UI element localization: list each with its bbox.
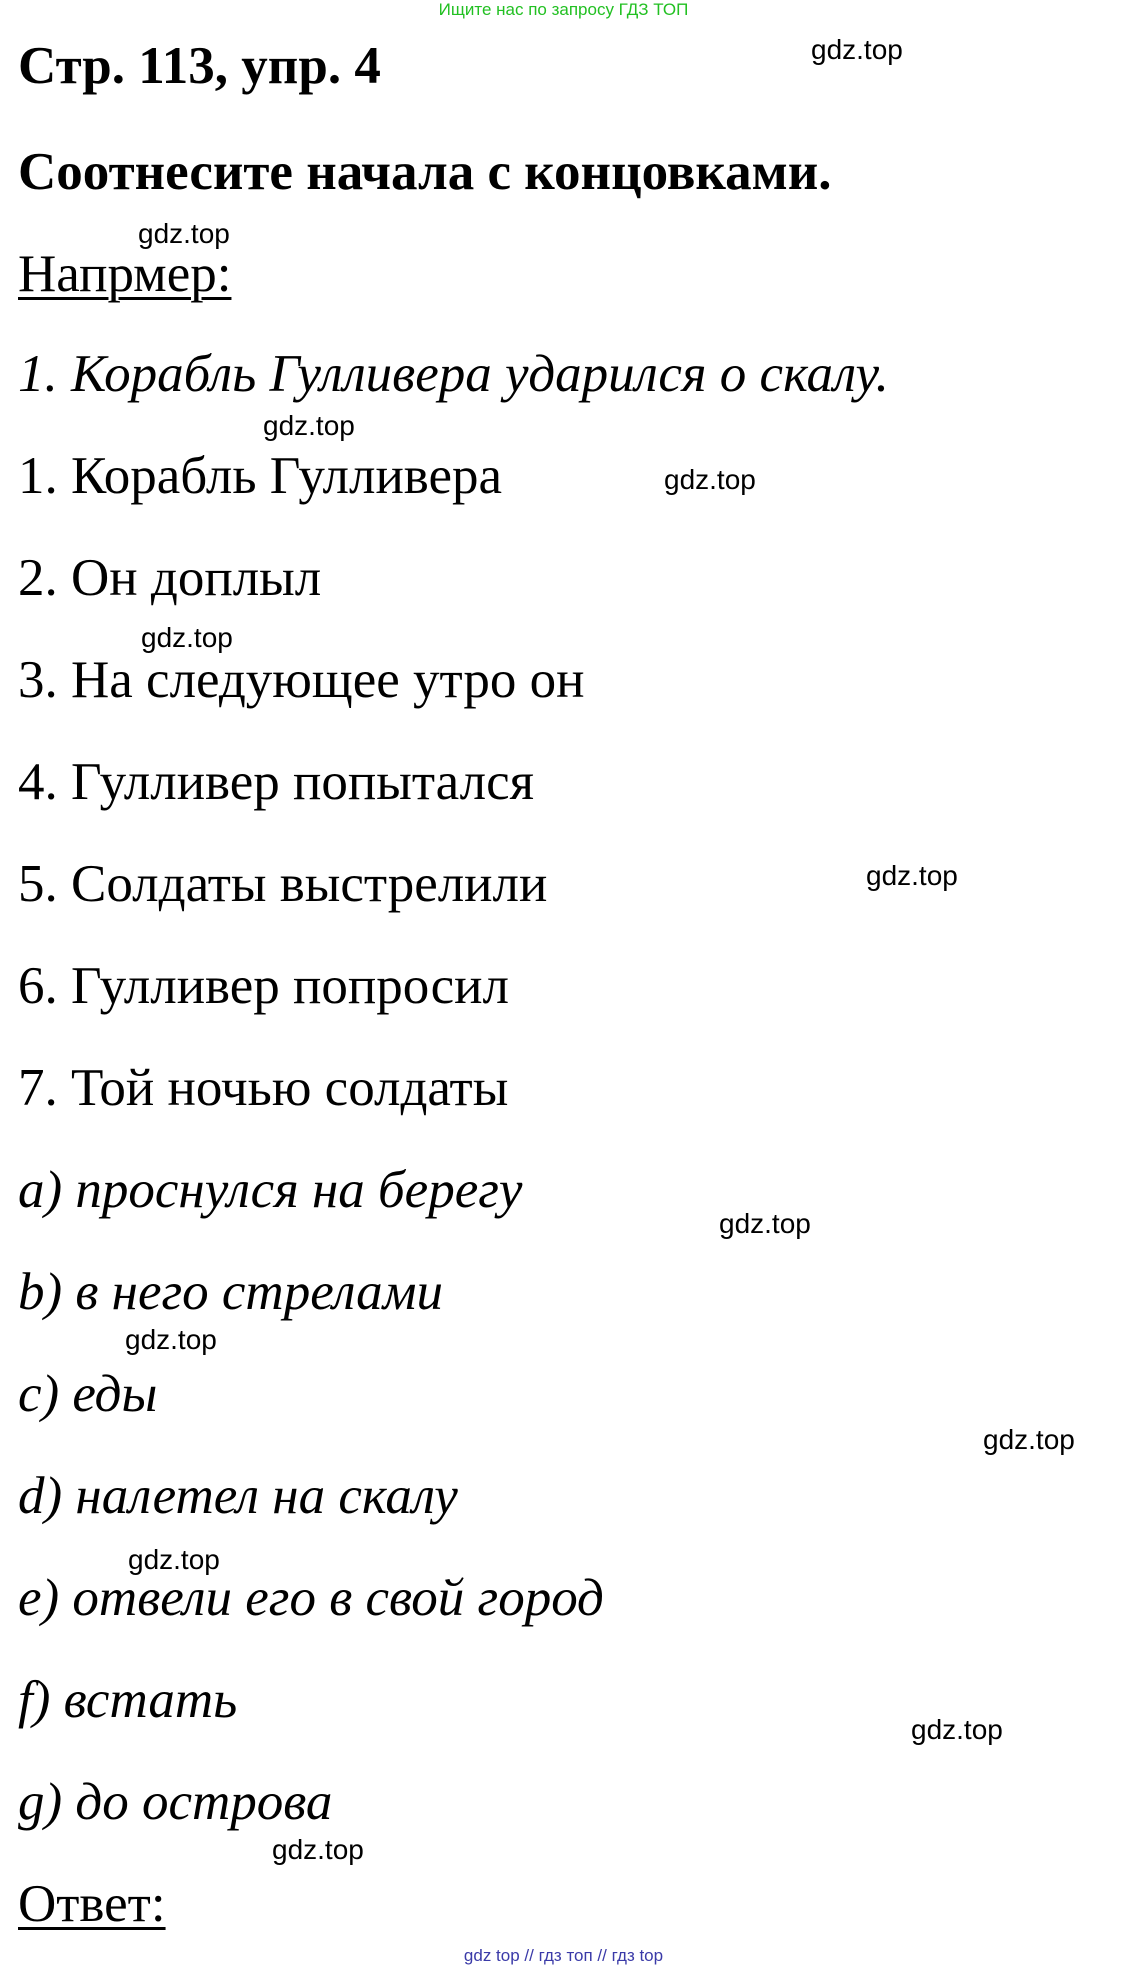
watermark: gdz.top — [263, 410, 355, 441]
top-banner: Ищите нас по запросу ГДЗ ТОП — [438, 0, 689, 19]
ending-item: e) отвели его в свой город — [18, 1569, 604, 1627]
ending-item: d) налетел на скалу — [18, 1467, 458, 1525]
ending-item: g) до острова — [18, 1773, 333, 1831]
watermark: gdz.top — [983, 1424, 1075, 1455]
ending-item: b) в него стрелами — [18, 1263, 443, 1321]
watermark: gdz.top — [272, 1834, 364, 1865]
watermark: gdz.top — [138, 218, 230, 249]
ending-item: f) встать — [18, 1671, 238, 1729]
beginning-item: 1. Корабль Гулливера — [18, 447, 503, 505]
answer-label: Ответ: — [18, 1875, 166, 1933]
example-label: Напрмер: — [18, 245, 232, 303]
task-instruction: Соотнесите начала с концовками. — [18, 143, 832, 201]
watermark: gdz.top — [664, 464, 756, 495]
watermark: gdz.top — [125, 1324, 217, 1355]
example-sentence: 1. Корабль Гулливера ударился о скалу. — [18, 345, 889, 403]
beginning-item: 2. Он доплыл — [18, 549, 322, 607]
watermark: gdz.top — [719, 1208, 811, 1239]
watermark: gdz.top — [128, 1544, 220, 1575]
watermark: gdz.top — [866, 860, 958, 891]
ending-item: c) еды — [18, 1365, 158, 1423]
watermark: gdz.top — [911, 1714, 1003, 1745]
beginning-item: 4. Гулливер попытался — [18, 753, 535, 811]
beginning-item: 5. Солдаты выстрелили — [18, 855, 548, 913]
footer-credit: gdz top // гдз топ // гдз top — [463, 1946, 664, 1965]
beginning-item: 6. Гулливер попросил — [18, 957, 509, 1015]
page-title: Стр. 113, упр. 4 — [18, 37, 381, 95]
beginning-item: 7. Той ночью солдаты — [18, 1059, 509, 1117]
ending-item: a) проснулся на берегу — [18, 1161, 523, 1219]
watermark: gdz.top — [811, 34, 903, 65]
beginning-item: 3. На следующее утро он — [18, 651, 585, 709]
watermark: gdz.top — [141, 622, 233, 653]
